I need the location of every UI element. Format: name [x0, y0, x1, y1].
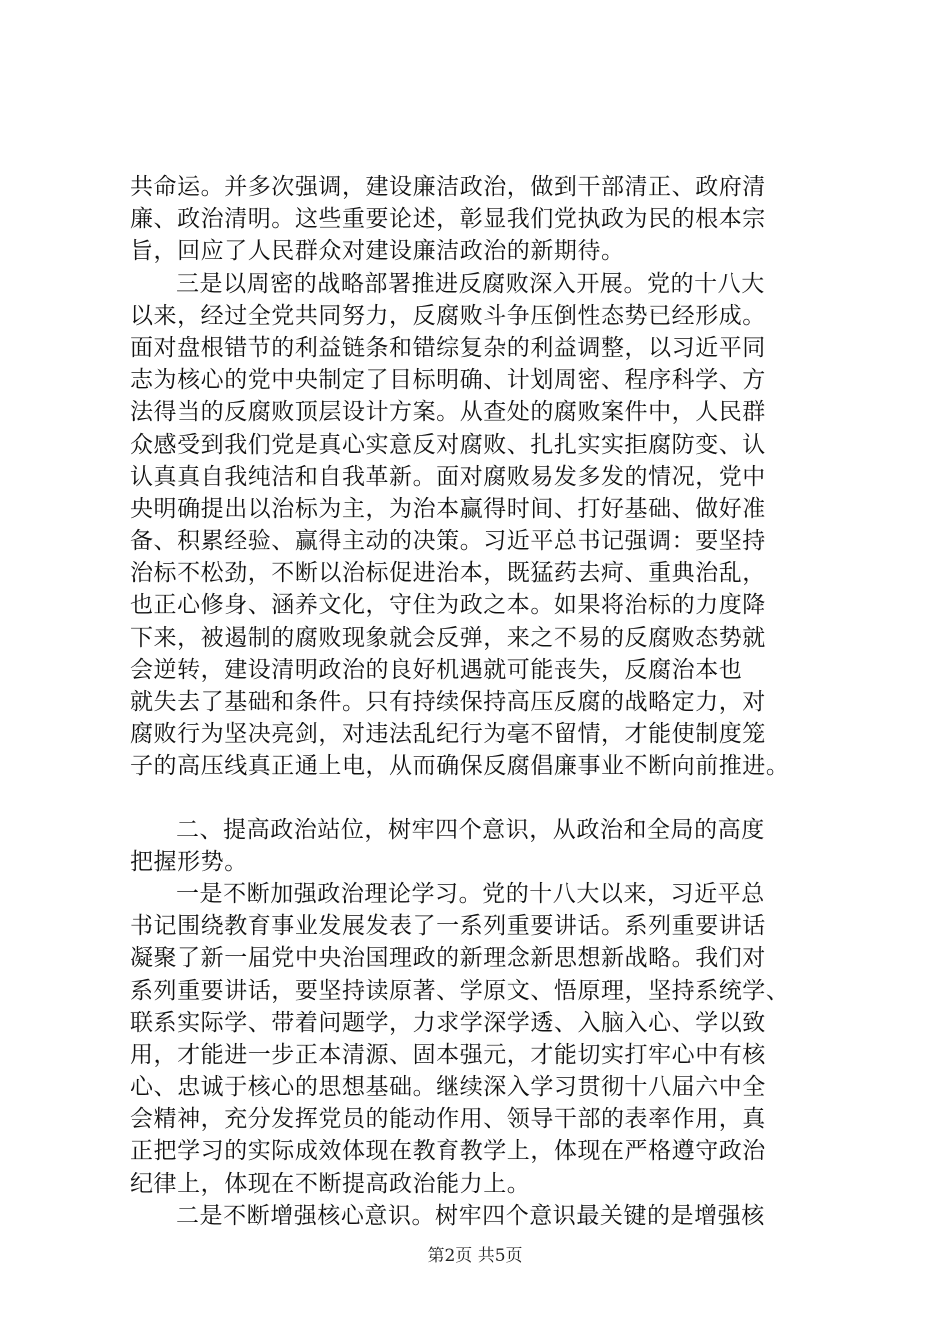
text-line: 正把学习的实际成效体现在教育教学上，体现在严格遵守政治 [130, 1138, 766, 1165]
section-heading: 把握形势。 [130, 848, 248, 875]
paragraph-gap [130, 783, 850, 814]
text-line: 一是不断加强政治理论学习。党的十八大以来，习近平总 [176, 880, 765, 907]
text-line: 认真真自我纯洁和自我革新。面对腐败易发多发的情况，党中 [130, 463, 766, 490]
text-line: 心、忠诚于核心的思想基础。继续深入学习贯彻十八届六中全 [130, 1074, 766, 1101]
document-body [130, 171, 850, 1232]
page-footer: 第2页 共5页 [427, 1246, 523, 1266]
text-line: 书记围绕教育事业发展发表了一系列重要讲话。系列重要讲话 [130, 913, 766, 940]
text-line: 央明确提出以治标为主，为治本赢得时间、打好基础、做好准 [130, 495, 766, 522]
text-line: 备、积累经验、赢得主动的决策。习近平总书记强调：要坚持 [130, 528, 766, 555]
text-line: 以来，经过全党共同努力，反腐败斗争压倒性态势已经形成。 [130, 302, 766, 329]
text-line: 面对盘根错节的利益链条和错综复杂的利益调整，以习近平同 [130, 334, 766, 361]
text-line: 三是以周密的战略部署推进反腐败深入开展。党的十八大 [176, 270, 765, 297]
text-line: 联系实际学、带着问题学，力求学深学透、入脑入心、学以致 [130, 1009, 766, 1036]
text-line: 系列重要讲话，要坚持读原著、学原文、悟原理，坚持系统学、 [130, 977, 790, 1004]
text-line: 下来，被遏制的腐败现象就会反弹，来之不易的反腐败态势就 [130, 624, 766, 651]
text-line: 凝聚了新一届党中央治国理政的新理念新思想新战略。我们对 [130, 945, 766, 972]
text-line: 纪律上，体现在不断提高政治能力上。 [130, 1170, 531, 1197]
paragraph-block-2 [130, 814, 850, 1232]
text-line: 众感受到我们党是真心实意反对腐败、扎扎实实拒腐防变、认 [130, 431, 766, 458]
text-line: 腐败行为坚决亮剑，对违法乱纪行为毫不留情，才能使制度笼 [130, 721, 766, 748]
text-line: 旨，回应了人民群众对建设廉洁政治的新期待。 [130, 238, 625, 265]
text-line: 廉、政治清明。这些重要论述，彰显我们党执政为民的根本宗 [130, 206, 766, 233]
text-line: 二是不断增强核心意识。树牢四个意识最关键的是增强核 [176, 1202, 765, 1229]
section-heading: 二、提高政治站位，树牢四个意识，从政治和全局的高度 [176, 816, 765, 843]
text-line: 就失去了基础和条件。只有持续保持高压反腐的战略定力，对 [130, 689, 766, 715]
text-line: 会逆转，建设清明政治的良好机遇就可能丧失，反腐治本也 [130, 656, 743, 683]
paragraph-block-1 [130, 171, 850, 783]
text-line: 治标不松劲，不断以治标促进治本，既猛药去疴、重典治乱， [130, 560, 766, 587]
text-line: 用，才能进一步正本清源、固本强元，才能切实打牢心中有核 [130, 1041, 766, 1068]
text-line: 子的高压线真正通上电，从而确保反腐倡廉事业不断向前推进。 [130, 753, 790, 780]
text-line: 志为核心的党中央制定了目标明确、计划周密、程序科学、方 [130, 367, 766, 394]
text-line: 共命运。并多次强调，建设廉洁政治，做到干部清正、政府清 [130, 174, 766, 200]
text-line: 也正心修身、涵养文化，守住为政之本。如果将治标的力度降 [130, 592, 766, 619]
text-line: 会精神，充分发挥党员的能动作用、领导干部的表率作用，真 [130, 1106, 766, 1133]
text-line: 法得当的反腐败顶层设计方案。从查处的腐败案件中，人民群 [130, 399, 766, 426]
